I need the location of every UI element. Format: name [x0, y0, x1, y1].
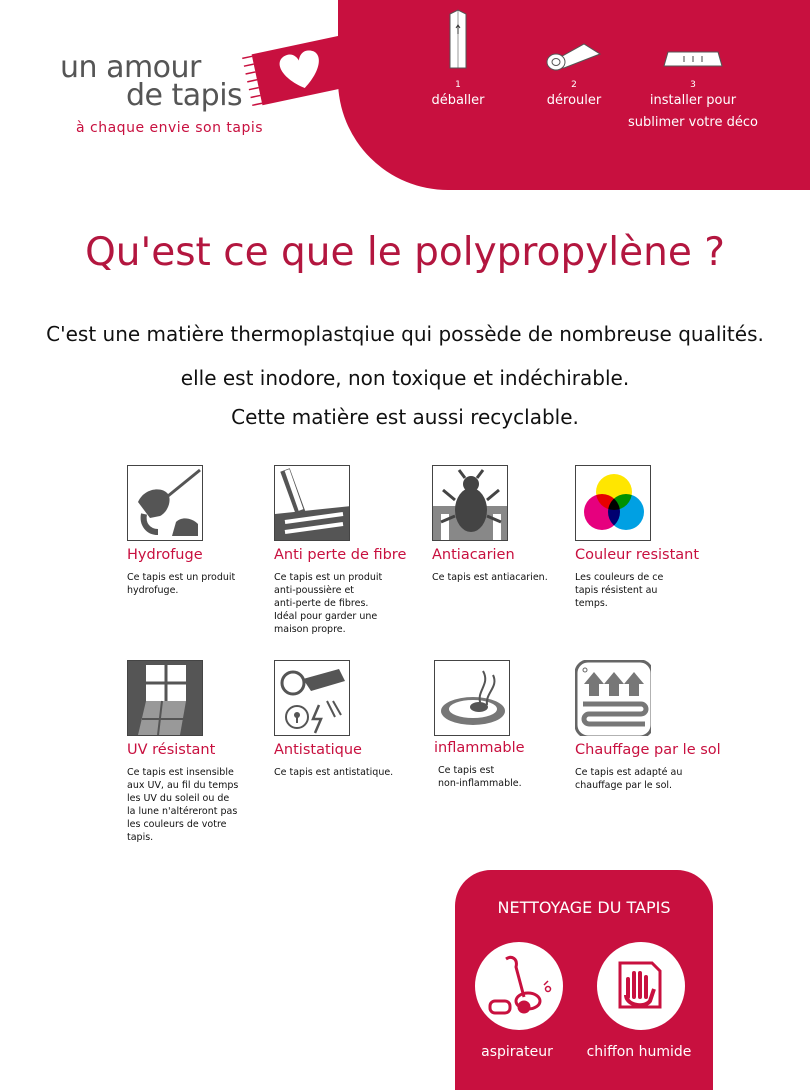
mite-icon	[432, 465, 508, 541]
feature-description	[127, 571, 249, 597]
feature-couleur-resistant	[575, 465, 715, 610]
feature-inflammable	[434, 660, 574, 790]
step-2-label: dérouler	[546, 93, 602, 108]
desc-line: Les couleurs de ce	[575, 572, 664, 583]
cleaning-panel	[455, 870, 713, 1090]
brand-line1: un amour	[60, 50, 201, 85]
flame-test-icon	[434, 660, 510, 736]
feature-title: UV résistant	[127, 742, 216, 758]
desc-line: anti-perte de fibres.	[274, 598, 369, 609]
feature-title: Antistatique	[274, 742, 362, 758]
steps-panel	[338, 0, 810, 190]
brand-logo	[60, 48, 360, 148]
desc-line: Ce tapis est antistatique.	[274, 767, 394, 778]
desc-line: Ce tapis est adapté au	[575, 767, 683, 778]
desc-line: les UV du soleil ou de	[127, 793, 230, 804]
desc-line: maison propre.	[274, 624, 346, 635]
desc-line: hydrofuge.	[127, 585, 179, 596]
step-3-label-line1: installer pour	[649, 93, 737, 108]
feature-anti-perte-fibre	[274, 465, 414, 636]
vacuum-cleaner-icon	[475, 942, 563, 1030]
water-pour-icon	[127, 465, 203, 541]
desc-line: Ce tapis est un produit	[127, 572, 236, 583]
cleaning-title: NETTOYAGE DU TAPIS	[497, 898, 671, 917]
step-3-label-line2: sublimer votre déco	[628, 115, 758, 130]
feature-uv-resistant	[127, 660, 267, 844]
desc-line: aux UV, au fil du temps	[127, 780, 239, 791]
feature-description	[274, 571, 396, 636]
box-icon	[446, 8, 470, 72]
intro-line-2: elle est inodore, non toxique et indéchirable.	[180, 366, 630, 390]
vacuum-fiber-icon	[274, 465, 350, 541]
desc-line: Idéal pour garder une	[274, 611, 378, 622]
desc-line: tapis résistent au	[575, 585, 658, 596]
cleaning-label-vacuum: aspirateur	[481, 1044, 553, 1060]
feature-title: Couleur resistant	[575, 547, 700, 563]
desc-line: les couleurs de votre	[127, 819, 227, 830]
intro-line-3: Cette matière est aussi recyclable.	[231, 405, 579, 429]
feature-description	[575, 766, 697, 792]
step-2	[534, 80, 614, 112]
desc-line: anti-poussière et	[274, 585, 355, 596]
desc-line: Ce tapis est insensible	[127, 767, 234, 778]
feature-title: Hydrofuge	[127, 547, 203, 563]
feature-hydrofuge	[127, 465, 267, 597]
brand-tagline: à chaque envie son tapis	[76, 120, 264, 136]
step-3-number: 3	[690, 80, 696, 90]
window-uv-icon	[127, 660, 203, 736]
wet-cloth-hand-icon	[597, 942, 685, 1030]
step-2-number: 2	[571, 80, 577, 90]
desc-line: non-inflammable.	[438, 778, 522, 789]
feature-description	[127, 766, 249, 844]
installed-rug-icon	[662, 48, 724, 72]
feature-title: Antiacarien	[432, 547, 515, 563]
desc-line: la lune n'altéreront pas	[127, 806, 238, 817]
brand-line2: de tapis	[126, 78, 243, 113]
feature-chauffage-sol	[575, 660, 721, 792]
desc-line: Ce tapis est antiacarien.	[432, 572, 548, 583]
intro-line-1: C'est une matière thermoplastqiue qui possède de nombreuse qualités.	[46, 322, 764, 346]
step-1-number: 1	[455, 80, 461, 90]
feature-description	[575, 571, 697, 610]
feature-title: Chauffage par le sol	[575, 742, 721, 758]
antistatic-hand-icon	[274, 660, 350, 736]
feature-description	[274, 766, 396, 779]
desc-line: chauffage par le sol.	[575, 780, 673, 791]
page-title: Qu'est ce que le polypropylène ?	[85, 230, 725, 275]
feature-description	[438, 764, 560, 790]
desc-line: Ce tapis est	[438, 765, 495, 776]
feature-antiacarien	[432, 465, 572, 584]
feature-title: inflammable	[434, 740, 525, 756]
floor-heating-icon	[575, 660, 651, 736]
feature-title: Anti perte de fibre	[274, 547, 407, 563]
step-3	[620, 80, 766, 134]
step-1	[418, 80, 498, 112]
feature-antistatique	[274, 660, 414, 779]
color-circles-icon	[575, 465, 651, 541]
step-1-label: déballer	[431, 93, 485, 108]
feature-description	[432, 571, 554, 584]
cleaning-label-cloth: chiffon humide	[586, 1044, 692, 1060]
desc-line: temps.	[575, 598, 608, 609]
desc-line: tapis.	[127, 832, 154, 843]
desc-line: Ce tapis est un produit	[274, 572, 383, 583]
rolled-rug-icon	[544, 38, 602, 72]
